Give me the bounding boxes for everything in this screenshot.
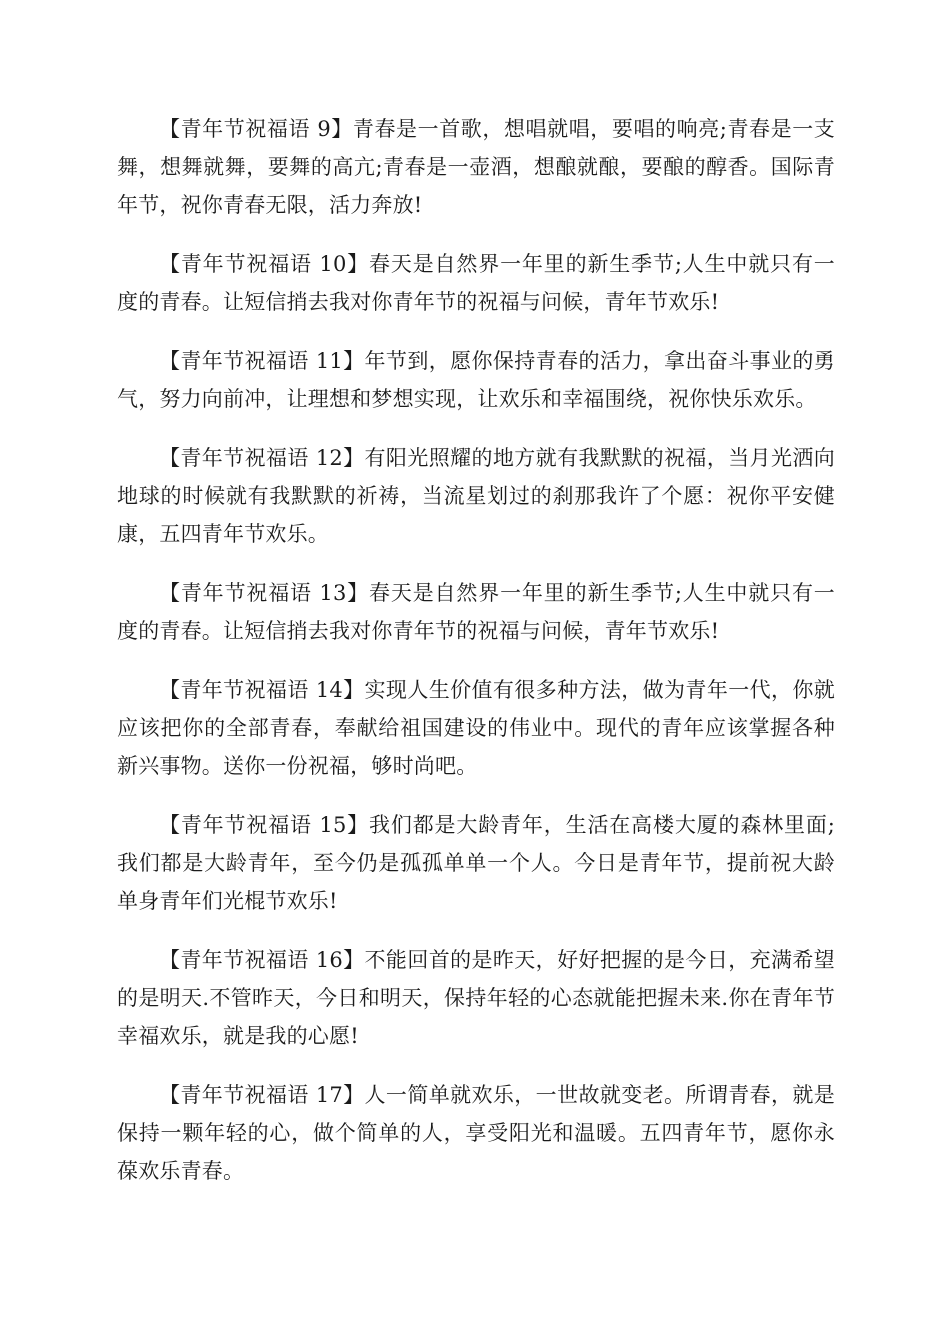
paragraph-greeting-14: 【青年节祝福语 14】实现人生价值有很多种方法，做为青年一代，你就应该把你的全部青春，奉献给祖国建设的伟业中。现代的青年应该掌握各种新兴事物。送你一份祝福，够时尚吧。: [117, 678, 835, 778]
paragraph-greeting-9: 【青年节祝福语 9】青春是一首歌，想唱就唱，要唱的响亮;青春是一支舞，想舞就舞，要舞的高亢;青春是一壶酒，想酿就酿，要酿的醇香。国际青年节，祝你青春无限，活力奔放!: [117, 117, 835, 217]
paragraph-greeting-15: 【青年节祝福语 15】我们都是大龄青年，生活在高楼大厦的森林里面;我们都是大龄青年，至今仍是孤孤单单一个人。今日是青年节，提前祝大龄单身青年们光棍节欢乐!: [117, 813, 835, 913]
paragraph-greeting-13: 【青年节祝福语 13】春天是自然界一年里的新生季节;人生中就只有一度的青春。让短信捎去我对你青年节的祝福与问候，青年节欢乐!: [117, 581, 835, 643]
paragraph-greeting-12: 【青年节祝福语 12】有阳光照耀的地方就有我默默的祝福，当月光洒向地球的时候就有我默默的祈祷，当流星划过的刹那我许了个愿：祝你平安健康，五四青年节欢乐。: [117, 446, 835, 546]
paragraph-greeting-10: 【青年节祝福语 10】春天是自然界一年里的新生季节;人生中就只有一度的青春。让短信捎去我对你青年节的祝福与问候，青年节欢乐!: [117, 252, 835, 314]
document-body: [117, 110, 835, 1211]
paragraph-greeting-16: 【青年节祝福语 16】不能回首的是昨天，好好把握的是今日，充满希望的是明天.不管昨天，今日和明天，保持年轻的心态就能把握未来.你在青年节幸福欢乐，就是我的心愿!: [117, 948, 835, 1048]
paragraph-greeting-11: 【青年节祝福语 11】年节到，愿你保持青春的活力，拿出奋斗事业的勇气，努力向前冲，让理想和梦想实现，让欢乐和幸福围绕，祝你快乐欢乐。: [117, 349, 835, 411]
paragraph-greeting-17: 【青年节祝福语 17】人一简单就欢乐，一世故就变老。所谓青春，就是保持一颗年轻的心，做个简单的人，享受阳光和温暖。五四青年节，愿你永葆欢乐青春。: [117, 1083, 835, 1183]
